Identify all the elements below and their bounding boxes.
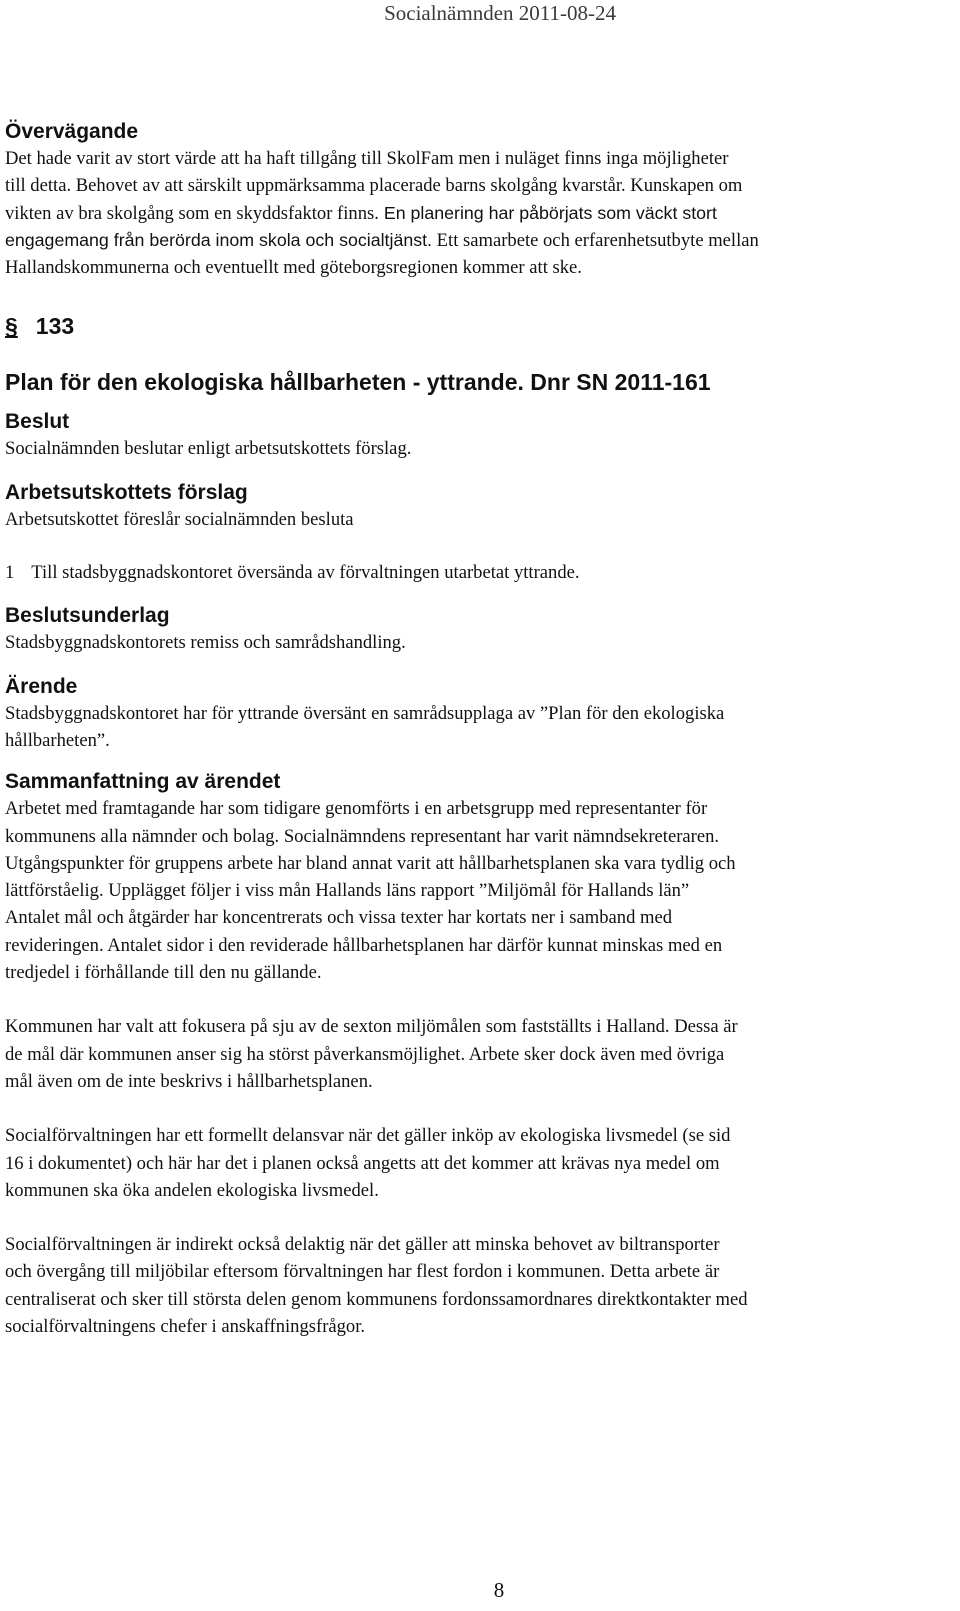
sammanfattning-p4-line: Socialförvaltningen är indirekt också delaktig när det gäller att minska behovet av biltransporter — [5, 1234, 720, 1256]
forslag-item-text: Till stadsbyggnadskontoret översända av förvaltningen utarbetat yttrande. — [31, 562, 580, 584]
sammanfattning-p1-line: lättförståelig. Upplägget följer i viss mån Hallands läns rapport ”Miljömål för Hallands län” — [5, 880, 690, 902]
page-number: 8 — [493, 1578, 505, 1602]
heading-overvagande: Övervägande — [5, 120, 139, 143]
forslag-text: Arbetsutskottet föreslår socialnämnden besluta — [5, 508, 354, 530]
overvagande-line-4 — [5, 227, 953, 254]
sammanfattning-p3-line: Socialförvaltningen har ett formellt delansvar när det gäller inköp av ekologiska livsmedel (se sid — [5, 1125, 731, 1147]
arende-line-2: hållbarheten”. — [5, 729, 110, 751]
sammanfattning-paragraph-1 — [5, 795, 953, 986]
section-number: 133 — [35, 313, 75, 340]
heading-arende: Ärende — [5, 674, 78, 698]
sammanfattning-p4-line: och övergång till miljöbilar eftersom förvaltningen har flest fordon i kommunen. Detta arbete är — [5, 1261, 720, 1283]
sammanfattning-p3-line: kommunen ska öka andelen ekologiska livsmedel. — [5, 1179, 379, 1201]
forslag-numbered-item — [5, 559, 953, 586]
overvagande-line-4-b: Ett samarbete och erfarenhetsutbyte mellan — [432, 229, 759, 251]
arende-line-1: Stadsbyggnadskontoret har för yttrande översänt en samrådsupplaga av ”Plan för den ekologiska — [5, 702, 725, 724]
sammanfattning-p1-line: revideringen. Antalet sidor i den reviderade hållbarhetsplanen har därför kunnat minskas med en — [5, 934, 723, 956]
sammanfattning-p1-line: Utgångspunkter för gruppens arbete har bland annat varit att hållbarhetsplanen ska vara tydlig och — [5, 852, 736, 874]
forslag-item-number: 1 — [5, 562, 15, 584]
page-header-title: Socialnämnden 2011-08-24 — [384, 1, 616, 25]
heading-beslutsunderlag: Beslutsunderlag — [5, 604, 170, 628]
overvagande-line-4-a: engagemang från berörda inom skola och socialtjänst. — [5, 229, 433, 250]
sammanfattning-p2-line: de mål där kommunen anser sig ha störst påverkansmöjlighet. Arbete sker dock även med övriga — [5, 1043, 725, 1065]
overvagande-line-2: till detta. Behovet av att särskilt uppmärksamma placerade barns skolgång kvarstår. Kunskapen om — [5, 175, 743, 197]
sammanfattning-p2-line: mål även om de inte beskrivs i hållbarhetsplanen. — [5, 1070, 373, 1092]
sammanfattning-paragraph-4 — [5, 1231, 953, 1340]
section-title: Plan för den ekologiska hållbarheten - yttrande. Dnr SN 2011-161 — [5, 369, 711, 396]
document-body — [5, 118, 953, 1340]
overvagande-line-3-sans: En planering har påbörjats som väckt stort — [378, 202, 717, 223]
overvagande-line-3 — [5, 200, 953, 227]
heading-arbetsutskottets-forslag: Arbetsutskottets förslag — [5, 480, 248, 504]
heading-sammanfattning: Sammanfattning av ärendet — [5, 770, 281, 794]
sammanfattning-p3-line: 16 i dokumentet) och här har det i planen också angetts att det kommer att krävas nya medel om — [5, 1152, 720, 1174]
sammanfattning-paragraph-2 — [5, 1013, 953, 1095]
overvagande-line-5: Hallandskommunerna och eventuellt med göteborgsregionen kommer att ske. — [5, 257, 582, 279]
sammanfattning-p2-line: Kommunen har valt att fokusera på sju av de sexton miljömålen som fastställts i Halland. Dessa är — [5, 1016, 738, 1038]
beslutsunderlag-text: Stadsbyggnadskontorets remiss och samrådshandling. — [5, 632, 406, 654]
sammanfattning-p4-line: centraliserat och sker till största delen genom kommunens fordonssamordnares direktkontakter med — [5, 1288, 748, 1310]
sammanfattning-p4-line: socialförvaltningens chefer i anskaffningsfrågor. — [5, 1316, 366, 1338]
sammanfattning-paragraph-3 — [5, 1122, 953, 1204]
sammanfattning-p1-line: Arbetet med framtagande har som tidigare genomförts i en arbetsgrupp med representanter för — [5, 798, 708, 820]
heading-beslut: Beslut — [5, 410, 70, 434]
sammanfattning-p1-line: kommunens alla nämnder och bolag. Socialnämndens representant har varit nämndsekreteraren. — [5, 825, 720, 847]
overvagande-line-3-serif: vikten av bra skolgång som en skyddsfaktor finns. — [5, 202, 379, 224]
paragraph-symbol: § — [5, 313, 18, 340]
section-number-row — [5, 312, 953, 340]
beslut-text: Socialnämnden beslutar enligt arbetsutskottets förslag. — [5, 438, 412, 460]
sammanfattning-p1-line: tredjedel i förhållande till den nu gällande. — [5, 962, 322, 984]
sammanfattning-p1-line: Antalet mål och åtgärder har koncentrerats och vissa texter har kortats ner i samband med — [5, 907, 673, 929]
overvagande-line-1: Det hade varit av stort värde att ha haft tillgång till SkolFam men i nuläget finns inga möjligheter — [5, 148, 729, 169]
